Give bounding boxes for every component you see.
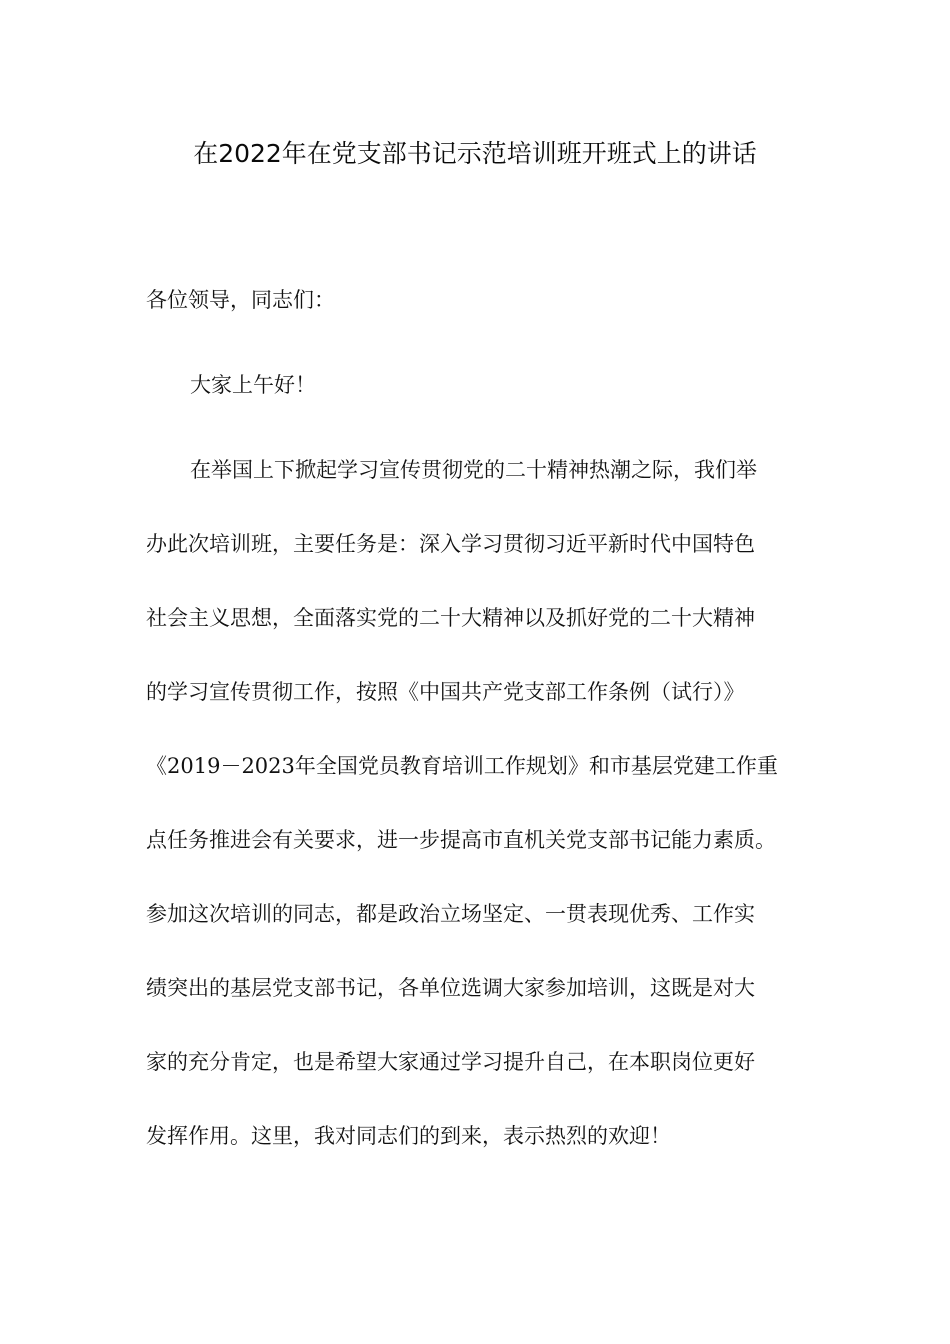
paragraph-line: 绩突出的基层党支部书记，各单位选调大家参加培训，这既是对大 <box>146 976 755 1000</box>
paragraph-line: 的学习宣传贯彻工作，按照《中国共产党支部工作条例（试行）》 <box>146 680 745 704</box>
paragraph-line: 参加这次培训的同志，都是政治立场坚定、一贯表现优秀、工作实 <box>146 902 755 926</box>
paragraph-line: 社会主义思想，全面落实党的二十大精神以及抓好党的二十大精神 <box>146 606 755 630</box>
paragraph-line: 《2019－2023年全国党员教育培训工作规划》和市基层党建工作重 <box>146 754 778 778</box>
paragraph-line: 点任务推进会有关要求，进一步提高市直机关党支部书记能力素质。 <box>146 828 776 852</box>
salutation-line: 各位领导，同志们： <box>146 288 335 312</box>
document-title: 在2022年在党支部书记示范培训班开班式上的讲话 <box>193 139 757 168</box>
paragraph-line: 在举国上下掀起学习宣传贯彻党的二十精神热潮之际，我们举 <box>190 458 757 482</box>
paragraph-line: 办此次培训班，主要任务是：深入学习贯彻习近平新时代中国特色 <box>146 532 755 556</box>
paragraph-line: 发挥作用。这里，我对同志们的到来，表示热烈的欢迎！ <box>146 1124 671 1148</box>
greeting-line: 大家上午好！ <box>190 373 316 397</box>
paragraph-line: 家的充分肯定，也是希望大家通过学习提升自己，在本职岗位更好 <box>146 1050 755 1074</box>
